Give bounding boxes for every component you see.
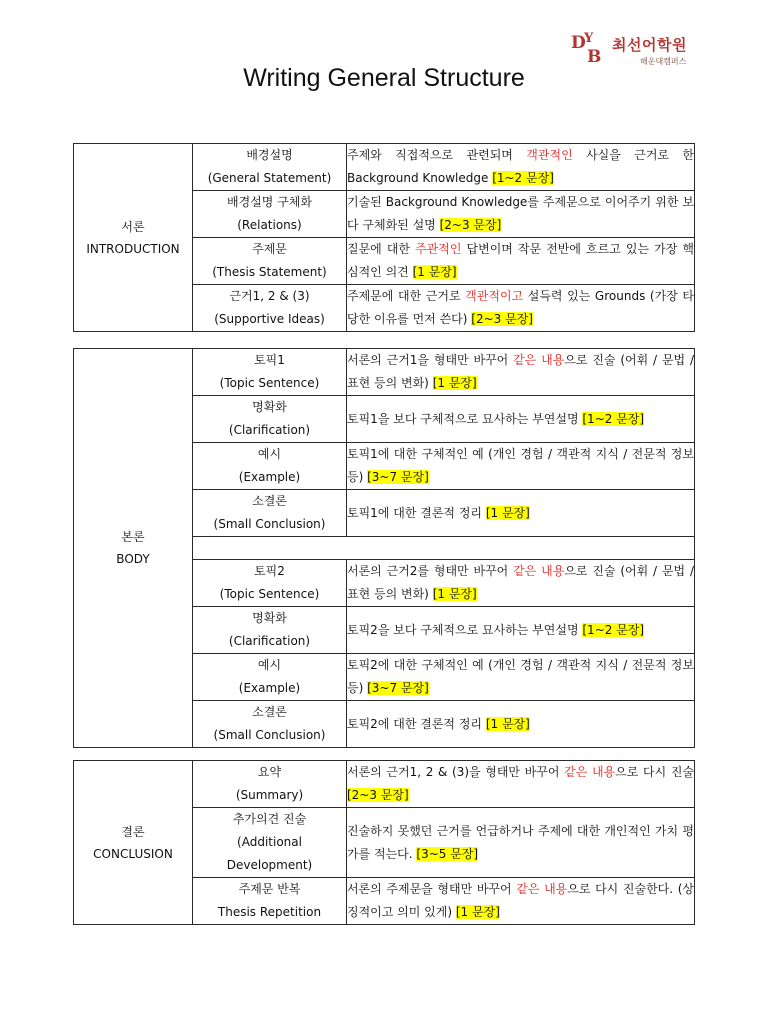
label-kr: 예시: [257, 447, 282, 461]
label-kr: 명확화: [252, 611, 287, 625]
introduction-table: [73, 143, 695, 332]
row-description: [347, 144, 695, 191]
label-kr: 근거1, 2 & (3): [229, 289, 310, 303]
brand-name: 최선어학원: [612, 36, 687, 54]
row-label: [193, 443, 347, 490]
section-kr: 결론: [121, 824, 145, 839]
row-label: [193, 490, 347, 537]
desc-text: 서론의 근거2를 형태만 바꾸어: [347, 564, 514, 578]
desc-emphasis: 객관적이고: [465, 289, 524, 303]
desc-text: 서론의 주제문을 형태만 바꾸어: [347, 882, 517, 896]
label-kr: 요약: [257, 765, 282, 779]
label-kr: 소결론: [252, 494, 287, 508]
svg-text:B: B: [587, 47, 602, 66]
section-en: BODY: [116, 552, 150, 566]
row-description: [347, 654, 695, 701]
label-kr: 명확화: [252, 400, 287, 414]
sentence-count-badge: [1 문장]: [412, 265, 457, 279]
row-label: [193, 808, 347, 878]
label-kr: 주제문 반복: [238, 882, 301, 896]
row-label: [193, 607, 347, 654]
conclusion-table: [73, 760, 695, 925]
row-description: [347, 285, 695, 332]
sentence-count-badge: [1 문장]: [485, 505, 530, 520]
desc-emphasis: 같은 내용: [564, 765, 616, 779]
row-label: [193, 560, 347, 607]
desc-text: 서론의 근거1을 형태만 바꾸어: [347, 353, 514, 367]
sentence-count-badge: [3~7 문장]: [367, 681, 429, 695]
dyb-logo-icon: [570, 26, 608, 66]
sentence-count-badge: [1 문장]: [455, 905, 500, 919]
row-label: [193, 761, 347, 808]
row-description: [347, 396, 695, 443]
desc-emphasis: 객관적인: [526, 148, 573, 162]
row-description: [347, 443, 695, 490]
desc-emphasis: 같은 내용: [513, 353, 565, 367]
desc-text: 으로 진술 (어휘 / 문법 / 표현 등의 변화): [347, 353, 695, 390]
sentence-count-badge: [3~7 문장]: [367, 470, 429, 484]
label-kr: 소결론: [252, 705, 287, 719]
section-kr: 서론: [121, 219, 145, 234]
row-description: [347, 490, 695, 537]
sentence-count-badge: [2~3 문장]: [347, 788, 409, 802]
desc-text: 토픽1에 대한 결론적 정리: [347, 505, 486, 520]
label-en: (Thesis Statement): [212, 265, 327, 279]
desc-emphasis: 주관적인: [415, 242, 462, 256]
label-en: (Topic Sentence): [219, 587, 320, 601]
desc-text: 으로 다시 진술: [615, 765, 694, 779]
svg-text:D: D: [571, 33, 586, 53]
sentence-count-badge: [1~2 문장]: [582, 411, 645, 426]
section-label: [74, 761, 193, 925]
row-label: [193, 654, 347, 701]
label-kr: 추가의견 진술: [232, 812, 307, 826]
row-description: [347, 560, 695, 607]
sentence-count-badge: [3~5 문장]: [416, 846, 479, 861]
desc-text: 토픽2에 대한 구체적인 예 (개인 경험 / 객관적 지식 / 전문적 정보 등): [347, 658, 694, 695]
desc-text: 질문에 대한: [347, 242, 416, 256]
row-description: [347, 878, 695, 925]
row-description: [347, 761, 695, 808]
label-kr: 예시: [257, 658, 282, 672]
label-en: (Relations): [237, 218, 302, 232]
desc-emphasis: 같은 내용: [513, 564, 565, 578]
label-kr: 토픽2: [254, 564, 285, 578]
desc-text: 으로 진술 (어휘 / 문법 / 표현 등의 변화): [347, 564, 695, 601]
desc-text: 주제문에 대한 근거로: [347, 289, 466, 303]
desc-text: 토픽2에 대한 결론적 정리: [347, 716, 486, 731]
label-en: (Small Conclusion): [213, 517, 326, 531]
row-description: [347, 607, 695, 654]
section-en: INTRODUCTION: [86, 241, 180, 256]
sentence-count-badge: [1 문장]: [432, 376, 477, 390]
sentence-count-badge: [2~3 문장]: [471, 312, 533, 326]
desc-text: 설득력 있는 Grounds (가장 타당한 이유를 먼저 쓴다): [347, 289, 694, 326]
spacer-cell: [193, 537, 695, 560]
section-kr: 본론: [121, 530, 145, 544]
sentence-count-badge: [1 문장]: [432, 587, 477, 601]
sentence-count-badge: [1 문장]: [485, 716, 530, 731]
row-label: [193, 396, 347, 443]
section-label: [74, 144, 193, 332]
sentence-count-badge: [1~2 문장]: [492, 171, 554, 185]
brand-campus: 해운대캠퍼스: [640, 57, 687, 66]
row-label: [193, 285, 347, 332]
label-en: (Small Conclusion): [213, 728, 326, 742]
row-description: [347, 701, 695, 748]
label-en: (Example): [238, 470, 301, 484]
label-kr: 배경설명: [246, 148, 293, 162]
row-description: [347, 238, 695, 285]
label-en: (Example): [238, 681, 301, 695]
label-en-continued: Development): [226, 858, 313, 872]
sentence-count-badge: [2~3 문장]: [439, 218, 502, 232]
desc-text: 토픽1에 대한 구체적인 예 (개인 경험 / 객관적 지식 / 전문적 정보 등): [347, 447, 694, 484]
row-label: [193, 144, 347, 191]
label-kr: 배경설명 구체화: [227, 195, 312, 209]
desc-text: 으로 다시 진술한다. (상징적이고 의미 있게): [347, 882, 694, 919]
body-table: [73, 348, 695, 748]
row-label: [193, 238, 347, 285]
svg-text:Y: Y: [584, 31, 594, 46]
sentence-count-badge: [1~2 문장]: [582, 622, 645, 637]
section-label: [74, 349, 193, 748]
desc-emphasis: 같은 내용: [516, 882, 568, 896]
desc-text: 답변이며 작문 전반에 흐르고 있는 가장 핵심적인 의견: [347, 242, 694, 279]
desc-text: 토픽1을 보다 구체적으로 묘사하는 부연설명: [347, 411, 583, 426]
label-en: Thesis Repetition: [217, 905, 322, 919]
row-description: [347, 349, 695, 396]
row-label: [193, 878, 347, 925]
desc-text: 토픽2을 보다 구체적으로 묘사하는 부연설명: [347, 622, 583, 637]
desc-text: 서론의 근거1, 2 & (3)을 형태만 바꾸어: [347, 765, 565, 779]
desc-text: 사실을 근거로 한 Background Knowledge: [347, 148, 694, 185]
desc-text: 기술된 Background Knowledge를 주제문으로 이어주기 위한 보다 구체화된 설명: [347, 195, 694, 232]
row-label: [193, 701, 347, 748]
row-description: [347, 191, 695, 238]
label-en: (Clarification): [228, 423, 311, 437]
row-label: [193, 349, 347, 396]
page-title: Writing General Structure: [243, 64, 525, 92]
table-row: [74, 761, 695, 808]
row-label: [193, 191, 347, 238]
table-row: [74, 349, 695, 396]
label-en: (Clarification): [228, 634, 311, 648]
row-description: [347, 808, 695, 878]
table-row: [74, 144, 695, 191]
label-en: (General Statement): [207, 171, 332, 185]
desc-text: 진술하지 못했던 근거를 언급하거나 주제에 대한 개인적인 가치 평가를 적는다.: [347, 823, 694, 861]
section-en: CONCLUSION: [93, 846, 173, 861]
label-en: (Topic Sentence): [219, 376, 320, 390]
label-en: (Additional: [237, 835, 302, 849]
label-kr: 주제문: [252, 242, 287, 256]
label-en: (Supportive Ideas): [214, 312, 325, 326]
label-kr: 토픽1: [254, 353, 285, 367]
desc-text: 주제와 직접적으로 관련되며: [347, 148, 527, 162]
label-en: (Summary): [235, 788, 304, 802]
